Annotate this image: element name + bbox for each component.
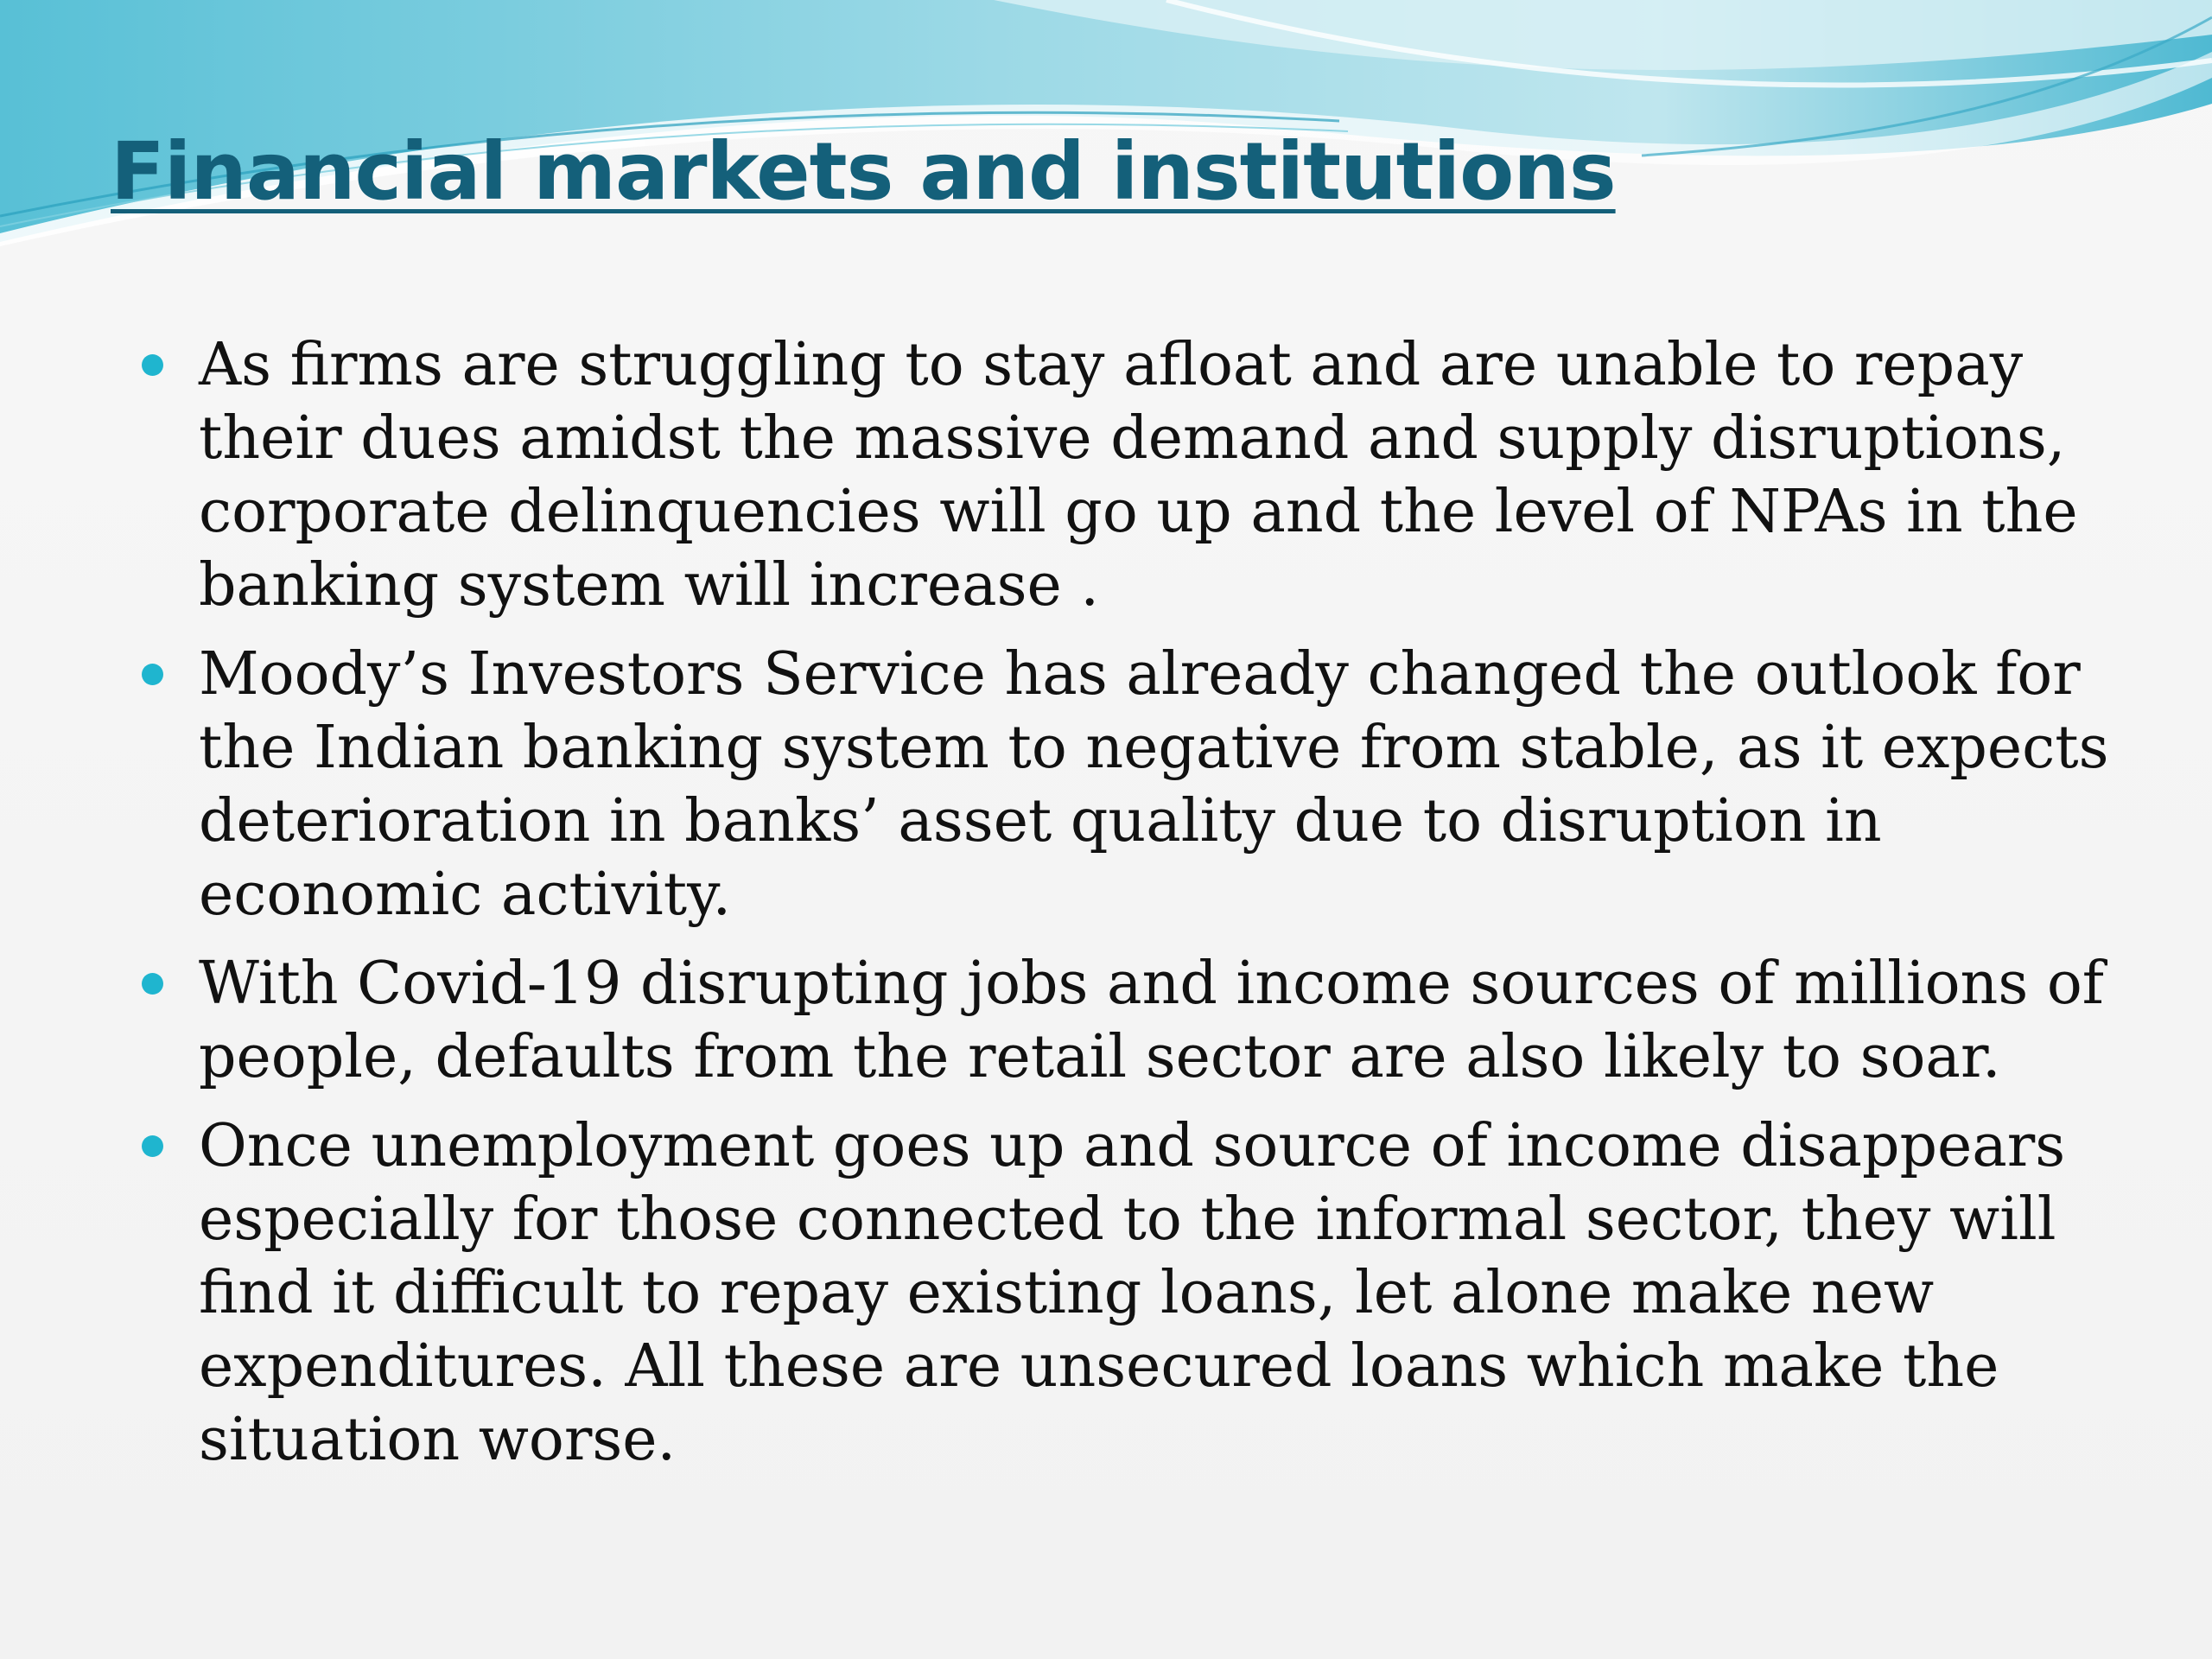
bullet-item	[130, 947, 2117, 1094]
bullet-dot-icon	[142, 1135, 163, 1157]
bullet-list	[130, 328, 2117, 1492]
bullet-item	[130, 328, 2117, 622]
bullet-item	[130, 1109, 2117, 1477]
bullet-dot-icon	[142, 664, 163, 685]
bullet-item	[130, 638, 2117, 931]
bullet-dot-icon	[142, 354, 163, 376]
bullet-text: Once unemployment goes up and source of income disappears especially for those connected to the informal sector, they will find it difficult to repay existing loans, let alone make new expenditures. All these are unsecured loans which make the situation worse.	[199, 1112, 2066, 1474]
bullet-text: With Covid-19 disrupting jobs and income sources of millions of people, defaults from the retail sector are also likely to soar.	[199, 950, 2104, 1091]
bullet-dot-icon	[142, 973, 163, 995]
slide-title: Financial markets and institutions	[111, 125, 1616, 218]
bullet-text: As firms are struggling to stay afloat and are unable to repay their dues amidst the massive demand and supply disruptions, corporate delinquencies will go up and the level of NPAs in the banking system will increase .	[199, 331, 2078, 620]
bullet-text: Moody’s Investors Service has already changed the outlook for the Indian banking system to negative from stable, as it expects deterioration in banks’ asset quality due to disruption in economic activity.	[199, 640, 2109, 929]
